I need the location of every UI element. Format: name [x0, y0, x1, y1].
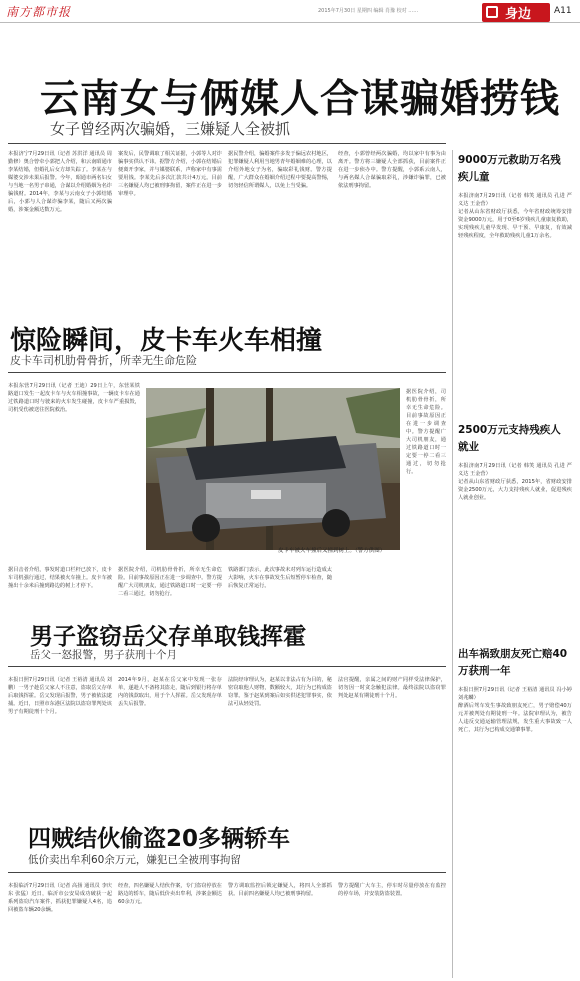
story1-subheadline: 女子曾经两次骗婚，三嫌疑人全被抓: [50, 120, 291, 138]
story2-divider: [8, 372, 446, 373]
story3-col3: 法院经审理认为，赵某以非法占有为目的，秘密窃取他人财物，数额较大，其行为已构成盗窃罪。鉴于赵某到案后如实供述犯罪事实，依法可从轻处罚。: [228, 677, 332, 707]
sidebar-item3-body: 醉酒后驾车发生事故致朋友死亡，男子赔偿40万元并被判处有期徒刑一年。法院审理认为，被告人违反交通运输管理法规，发生重大事故致一人死亡，其行为已构成交通肇事罪。: [458, 703, 572, 733]
story4-col2: 经查，四名嫌疑人结伙作案，专门盗窃停放在路边的轿车，随后低价卖出牟利，涉案金额达60余万元。: [118, 883, 222, 905]
sidebar-item3-title: 出车祸致朋友死亡赔40万获刑一年: [458, 648, 568, 677]
story3-col1: 本报日照7月29日讯（记者 王裕清 通讯员 刘鹏）一男子趁岳父家人不注意，盗取岳父存单后取钱挥霍。岳父发现后报警，男子被依法逮捕。近日，日照市东港区法院以盗窃罪判处该男子有期徒刑十个月。: [8, 677, 112, 715]
story3-col4: 法官提醒，亲属之间的财产同样受法律保护，切勿因一时贪念触犯法律。最终法院以盗窃罪判处赵某有期徒刑十个月。: [338, 677, 446, 699]
story4-col1: 本报临沂7月29日讯（记者 高扬 通讯员 李庆东 张猛）近日，临沂市公安局成功破获一起系列盗窃汽车案件，抓获犯罪嫌疑人4名，追回被盗车辆20余辆。: [8, 883, 112, 913]
story4-headline: 四贼结伙偷盗20多辆轿车: [28, 826, 291, 852]
section-mark-icon: [486, 6, 498, 18]
story3-headline: 男子盗窃岳父存单取钱挥霍: [30, 624, 306, 650]
sidebar-item3-byline: 本报日照7月29日讯（记者 王裕清 通讯员 冯小婷 刘兆麟）: [458, 687, 572, 701]
story4-subheadline: 低价卖出牟利60余万元，嫌犯已全被刑事拘留: [28, 854, 241, 866]
story4-col3: 警方调取监控后锁定嫌疑人，将四人全部抓获。目前四名嫌疑人均已被刑事拘留。: [228, 883, 332, 897]
story2-col2: 据目击者介绍，事发时道口栏杆已放下，皮卡车司机强行通过，结果被火车撞上。皮卡车被撞出十余米后撞到路边的树上才停下。: [8, 567, 112, 589]
story2-col5: 据医院介绍，司机肋骨骨折，所幸无生命危险。目前事故原因正在进一步调查中。警方提醒广大司机朋友，通过铁路道口时一定要一停二看三通过，切勿抢行。: [406, 389, 446, 475]
sidebar-item1-body: 记者从山东省财政厅获悉，今年省财政统筹安排资金9000万元，用于0至6岁残疾儿童康复救助，实现残疾儿童早发现、早干预、早康复，有效减轻残疾程度，全年救助残疾儿童1万余名。: [458, 209, 572, 239]
sidebar-item1-byline: 本报济南7月29日讯（记者 韩笑 通讯员 孔进 严义达 王金营）: [458, 193, 572, 207]
story1-col4: 经查，小郭曾经两次骗婚，均以家中有事为由离开。警方将三嫌疑人全部抓获，目前案件正在进一步侦办中。警方提醒，小郭系云南人，与两名媒人合谋骗取彩礼，涉嫌诈骗罪，已被依法刑事拘留。: [338, 151, 446, 189]
sidebar-item2-byline: 本报济南7月29日讯（记者 韩笑 通讯员 孔进 严义达 王金营）: [458, 463, 572, 477]
sidebar-divider: [452, 150, 453, 978]
sidebar-item2-title: 2500万元支持残疾人就业: [458, 424, 561, 453]
story4-divider: [8, 872, 446, 873]
story3-subheadline: 岳父一怒报警，男子获刑十个月: [30, 649, 177, 661]
story1-col3: 据民警介绍，骗婚案件多发于偏远农村地区，犯罪嫌疑人利用当地男青年婚姻难的心理，以介绍外地女子为名，骗取彩礼钱财。警方提醒，广大群众在婚姻介绍过程中要提高警惕，切勿轻信所谓媒人，以免上当受骗。: [228, 151, 332, 189]
photo-caption: 皮卡车被火车撞后又撞到树上。（警方供图）: [278, 548, 386, 554]
section-name: 身边: [505, 7, 532, 22]
story2-headline: 惊险瞬间，皮卡车火车相撞: [10, 326, 323, 356]
date-line: 2015年7月30日 星期四 编辑 肖豫 校对 ……: [318, 8, 419, 14]
story1-col1: 本报济宁7月29日讯（记者 苏洪洋 通讯员 周勤修）奥合曾牵小郭把人介绍，和云南昭通市李某结婚，但婚礼后女方却失踪了。李某在与媒婆交涉未果后报警。今年，昭通市两名妇女与当地一名男子串通，合谋以介绍婚姻为名诈骗钱财。2014年，李某与云南女子小郭结婚后，小郭与人合谋诈骗李某，随后又两次骗婚，涉案金额达数万元。: [8, 151, 112, 213]
page-number: A11: [554, 6, 572, 16]
story1-col2: 案发后，民警调取了相关证据，小郭等人对诈骗事实供认不讳。据警方介绍，小郭在结婚后便离开李家，并与媒婆联系，声称家中有事需要用钱。李某先后多次汇款共计4万元。目前三名嫌疑人均已被刑事拘留，案件正在进一步审理中。: [118, 151, 222, 197]
story3-divider: [8, 666, 446, 667]
newspaper-logo: 南方都市报: [6, 5, 72, 19]
story3-col2: 2014年9月，赵某在岳父家中发现一张存单，遂趁人不备将其盗走，随后到银行将存单内的钱款取出，用于个人挥霍。岳父发现存单丢失后报警。: [118, 677, 222, 707]
crash-photo-illustration: [146, 388, 400, 550]
story2-subheadline: 皮卡车司机肋骨骨折，所幸无生命危险: [10, 354, 197, 367]
story1-headline: 云南女与俩媒人合谋骗婚捞钱: [40, 77, 561, 122]
story1-divider: [8, 143, 446, 144]
story2-col4: 铁路部门表示，此次事故未对列车运行造成太大影响，火车在事故发生后短暂停车检查，随后恢复正常运行。: [228, 567, 332, 589]
sidebar-item1-title: 9000万元救助万名残疾儿童: [458, 154, 561, 183]
story2-col1: 本报东营7月29日讯（记者 王迪）29日上午，东营某铁路道口发生一起皮卡车与火车相撞事故，一辆皮卡车在通过铁路道口时与驶来的火车发生碰撞，皮卡车严重损毁，司机受伤被送往医院救治。: [8, 383, 140, 413]
sidebar-item2-body: 记者从山东省财政厅获悉，2015年，省财政安排资金2500万元，大力支持残疾人就业，促进残疾人就业创业。: [458, 479, 572, 501]
crash-photo: [146, 388, 400, 550]
story2-col3: 据医院介绍，司机肋骨骨折，所幸无生命危险。目前事故原因正在进一步调查中。警方提醒广大司机朋友，通过铁路道口时一定要一停二看三通过，切勿抢行。: [118, 567, 222, 597]
story4-col4: 警方提醒广大车主，停车时尽量停放在有监控的停车场，并安装防盗装置。: [338, 883, 446, 897]
